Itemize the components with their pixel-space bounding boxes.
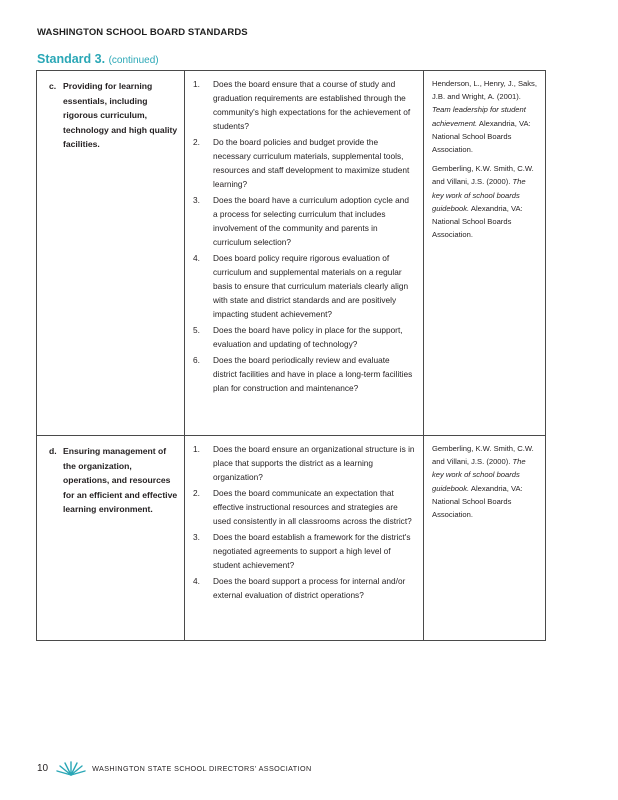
list-item (193, 77, 415, 133)
standards-table (36, 70, 546, 641)
question-text: Does the board establish a framework for the district's negotiated agreements to support a high level of student achievement? (213, 532, 411, 570)
page-footer (37, 760, 312, 776)
reference-authors: Henderson, L., Henry, J., Saks, J.B. and Wright, A. (2001). (432, 79, 537, 102)
question-number: 4. (193, 253, 200, 263)
question-text: Does the board support a process for internal and/or external evaluation of district operations? (213, 576, 406, 600)
section-title-continued: (continued) (108, 55, 159, 66)
question-text: Does the board periodically review and evaluate district facilities and have in place a long-term facilities plan for construction and maintenance? (213, 355, 413, 393)
reference-title: Team leadership for student achievement. (432, 105, 526, 128)
list-item (193, 323, 415, 351)
question-text: Do the board policies and budget provide the necessary curriculum materials, supplemental tools, resources and staff development to maximize student learning? (213, 137, 410, 189)
list-item (193, 530, 415, 572)
list-item (193, 486, 415, 528)
references-cell (424, 436, 545, 640)
reference (432, 77, 539, 156)
question-number: 6. (193, 355, 200, 365)
reference-title: The key work of school boards guidebook. (432, 177, 526, 213)
list-item (193, 574, 415, 602)
question-number: 3. (193, 195, 200, 205)
question-text: Does the board have a curriculum adoption cycle and a process for selecting curriculum that includes involvement of the community and parents in curriculum selection? (213, 195, 410, 247)
question-text: Does the board have policy in place for the support, evaluation and updating of technology? (213, 325, 403, 349)
question-number: 4. (193, 576, 200, 586)
question-text: Does the board ensure that a course of study and graduation requirements are established through the community's high expectations for the achievement of students? (213, 79, 411, 131)
reference-publisher: Alexandria, VA: National School Boards Association. (432, 203, 523, 240)
area-title: Providing for learning essentials, including rigorous curriculum, technology and high quality facilities. (63, 81, 178, 149)
section-title (37, 52, 159, 66)
question-number: 1. (193, 79, 200, 89)
reference (432, 442, 539, 521)
list-item (193, 353, 415, 395)
reference-authors: Gemberling, K.W. Smith, C.W. and Villani, J.S. (2000). (432, 444, 534, 467)
reference-publisher: Alexandria, VA: National School Boards Association. (432, 483, 523, 520)
area-letter: c. (49, 81, 57, 91)
references-cell (424, 71, 545, 435)
reference (432, 162, 539, 241)
list-item (193, 442, 415, 484)
sunburst-logo-icon (56, 760, 86, 776)
table-row (37, 436, 545, 640)
question-number: 5. (193, 325, 200, 335)
question-text: Does board policy require rigorous evaluation of curriculum and supplemental materials on a regular basis to ensure that curriculum materials clearly align with state and district standards and are positively impacting student achievement? (213, 253, 409, 319)
area-letter: d. (49, 446, 57, 456)
questions-cell (185, 436, 424, 640)
question-number: 1. (193, 444, 200, 454)
table-row (37, 71, 545, 436)
question-list (193, 442, 415, 602)
question-number: 2. (193, 137, 200, 147)
document-header: WASHINGTON SCHOOL BOARD STANDARDS (37, 27, 248, 38)
reference-title: The key work of school boards guidebook. (432, 457, 526, 493)
area-cell (37, 71, 185, 435)
reference-authors: Gemberling, K.W. Smith, C.W. and Villani, J.S. (2000). (432, 164, 534, 187)
list-item (193, 193, 415, 249)
question-number: 3. (193, 532, 200, 542)
question-text: Does the board communicate an expectation that effective instructional resources and strategies are used consistently in all classrooms across the district? (213, 488, 412, 526)
organization-name: WASHINGTON STATE SCHOOL DIRECTORS' ASSOCIATION (92, 763, 312, 773)
page-number: 10 (37, 762, 49, 774)
area-title: Ensuring management of the organization, operations, and resources for an efficient and effective learning environment. (63, 446, 178, 514)
section-title-bold: Standard 3. (37, 52, 106, 66)
question-text: Does the board ensure an organizational structure is in place that supports the district as a learning organization? (213, 444, 415, 482)
list-item (193, 135, 415, 191)
list-item (193, 251, 415, 321)
area-cell (37, 436, 185, 640)
reference-publisher: Alexandria, VA: National School Boards Association. (432, 118, 531, 155)
questions-cell (185, 71, 424, 435)
question-list (193, 77, 415, 395)
question-number: 2. (193, 488, 200, 498)
